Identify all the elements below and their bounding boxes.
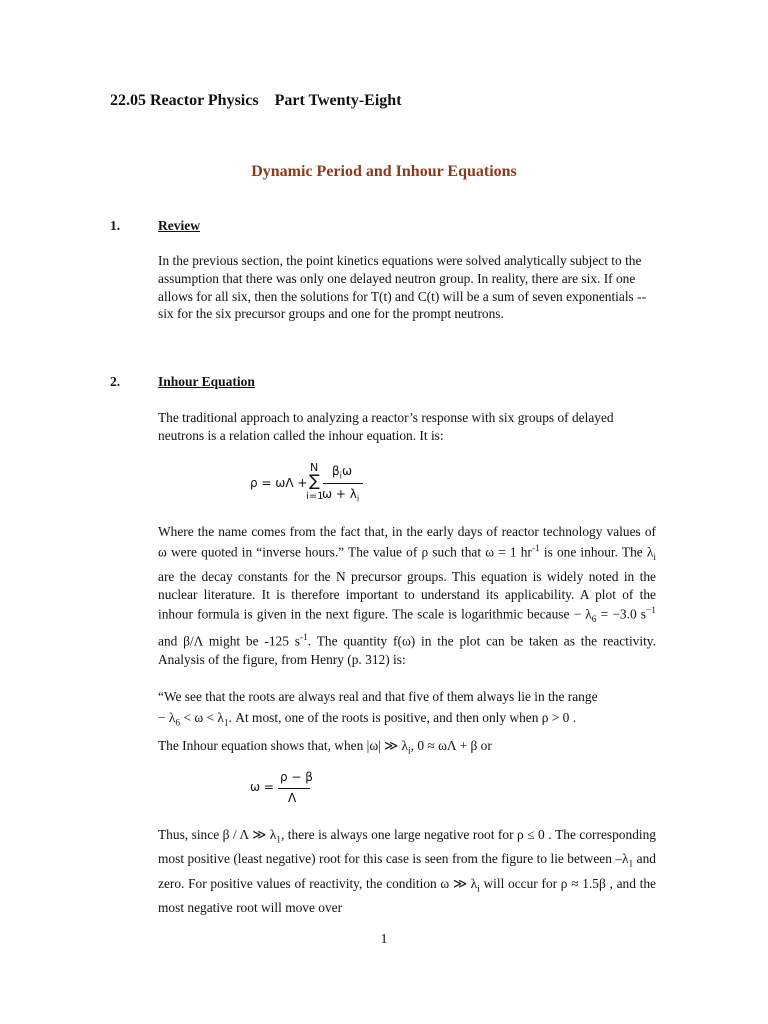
- henry-quote: [158, 686, 656, 762]
- quote-line-2: − $\lambda_6 < \omega < \lambda_1$. At most, one of the roots is positive, and then only when ρ > 0 .: [158, 710, 577, 729]
- sum-lower-limit: i=1: [306, 491, 324, 502]
- omega-fraction-bar: [278, 788, 310, 789]
- inhour-explanation-paragraph: Where the name comes from the fact that, in the early days of reactor technology values of ω were quoted in “inverse hours.” The value of ρ such that ω = 1 $hr^{-1}$ is one inhour. The $\lambda_i$ are the decay constants for the N precursor groups. This equation is widely noted in the nuclear literature. It is therefore important to understand its applicability. A plot of the inhour formula is given in the next figure. The scale is logarithmic because − $\lambda_6 = -3.0$ $s^{-1}$ and β/Λ might be -125 $s^{-1}$. The quantity f(ω) in the plot can be taken as the reactivity. Analysis of the figure, from Henry (p. 312) is:: [158, 524, 656, 667]
- document-subtitle: Dynamic Period and Inhour Equations: [251, 163, 517, 180]
- omega-fraction-numerator: ρ − β: [280, 770, 313, 784]
- quote-line-1: “We see that the roots are always real and that five of them always lie in the range: [158, 689, 598, 704]
- section-1-heading: Review: [158, 218, 200, 233]
- inhour-equation: [250, 460, 390, 506]
- fraction-bar: [323, 483, 363, 484]
- review-paragraph: In the previous section, the point kinetics equations were solved analytically subject to the assumption that there was only one delayed neutron group. In reality, there are six. If one allows for all six, then the solutions for T(t) and C(t) will be a sum of seven exponentials -- six for the six precursor groups and one for the prompt neutrons.: [158, 253, 647, 322]
- page-number: 1: [380, 932, 388, 947]
- fraction-denominator: $\omega + \lambda_i$: [322, 487, 360, 504]
- omega-equation: [250, 768, 320, 808]
- inhour-intro-paragraph: The traditional approach to analyzing a reactor’s response with six groups of delayed neutrons is a relation called the inhour equation. It is:: [158, 410, 614, 443]
- omega-equation-lhs: ω =: [250, 780, 274, 794]
- section-1-number: 1.: [110, 218, 121, 233]
- sum-upper-limit: N: [310, 461, 319, 474]
- roots-analysis-paragraph: Thus, since β / Λ ≫ $\lambda_1$, there is always one large negative root for ρ ≤ 0 . The corresponding most positive (least negative) root for this case is seen from the figure to lie between $-\lambda_1$ and zero. For positive values of reactivity, the condition ω ≫ $\lambda_i$ will occur for ρ ≈ 1.5β , and the most negative root will move over: [158, 827, 657, 916]
- equation-lhs: ρ = ωΛ +: [250, 476, 308, 490]
- section-2-number: 2.: [110, 374, 121, 389]
- omega-fraction-denominator: Λ: [288, 791, 297, 805]
- fraction-numerator: $\beta_i\omega$: [332, 464, 353, 481]
- section-2-heading: Inhour Equation: [158, 374, 255, 389]
- document-title: 22.05 Reactor Physics Part Twenty-Eight: [110, 92, 402, 109]
- quote-line-3: The Inhour equation shows that, when |ω| ≫ $\lambda_i$, 0 ≈ ωΛ + β or: [158, 737, 492, 757]
- summation-symbol: ∑: [309, 471, 320, 490]
